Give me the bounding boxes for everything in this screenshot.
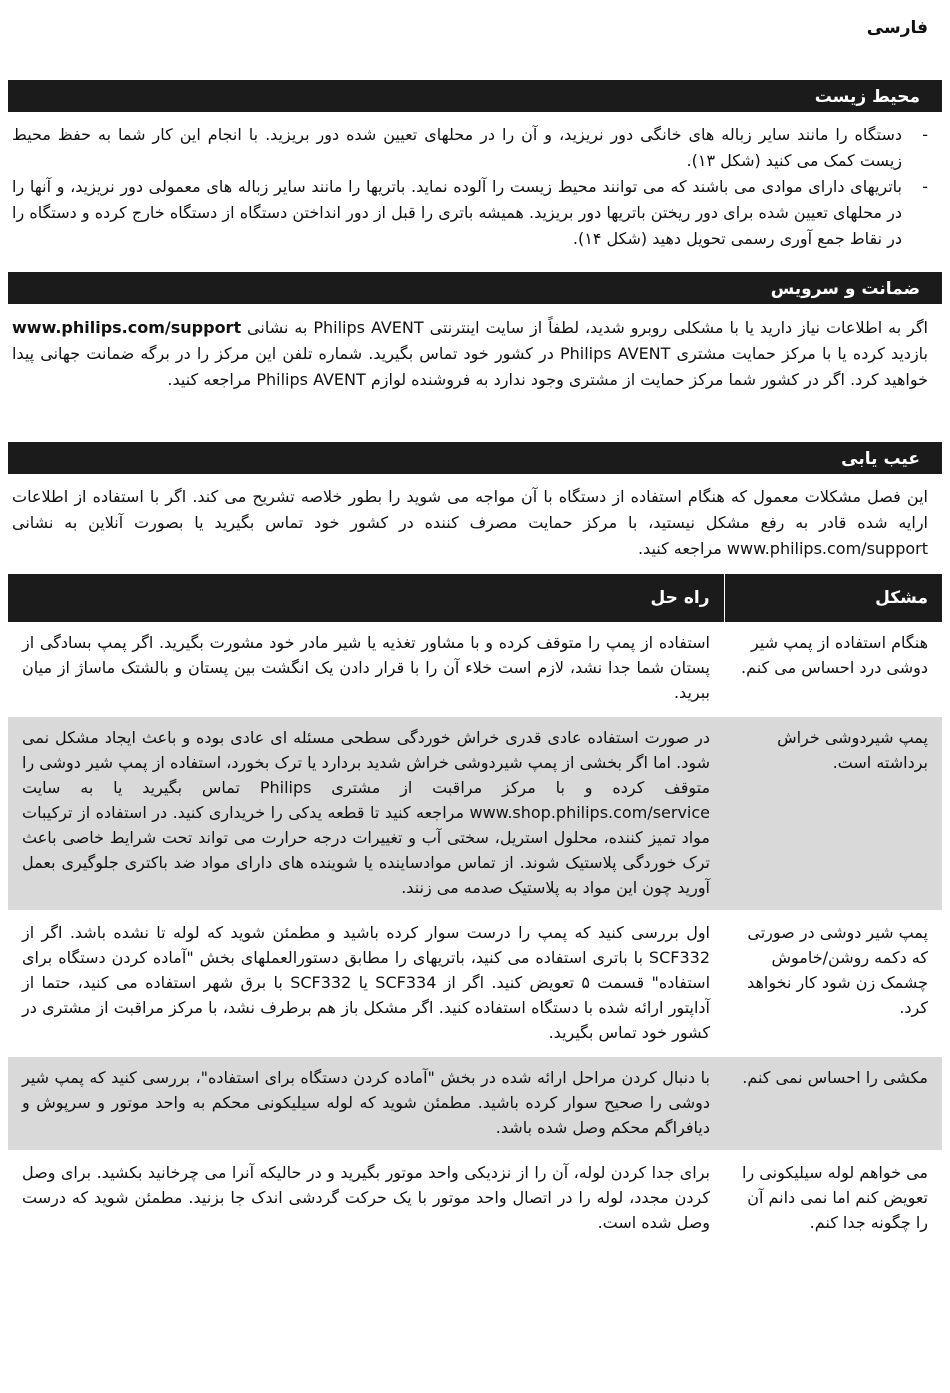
problem-column-header: مشکل [724, 574, 942, 622]
environment-title: محیط زیست [814, 87, 920, 107]
troubleshooting-section-header [8, 442, 942, 474]
table-row [8, 1056, 942, 1151]
solution-cell: با دنبال کردن مراحل ارائه شده در بخش "آماده کردن دستگاه برای استفاده"، بررسی کنید که پمپ شیر دوشی را صحیح سوار کرده باشید. مطمئن شوید که لوله سیلیکونی محکم به واحد موتور و سرپوش و دیافراگم محکم وصل شده باشد. [8, 1056, 724, 1151]
guarantee-text-after: بازدید کرده یا با مرکز حمایت مشتری Philips AVENT در کشور خود تماس بگیرید. شماره تلفن این مرکز را در برگه ضمانت جهانی پیدا خواهید کرد. اگر در کشور شما مرکز حمایت از مشتری وجود ندارد به فروشنده لوازم Philips AVENT مراجعه کنید. [12, 344, 929, 389]
guarantee-text-before: اگر به اطلاعات نیاز دارید یا با مشکلی روبرو شدید، لطفاً از سایت اینترنتی Philips AVENT به نشانی [241, 318, 929, 337]
table-row [8, 1151, 942, 1245]
troubleshooting-title: عیب یابی [841, 449, 920, 469]
guarantee-body [12, 315, 928, 393]
solution-cell: در صورت استفاده عادی قدری خراش خوردگی سطحی مسئله ای عادی بوده و باعث ایجاد مشکل نمی شود. اما اگر بخشی از پمپ شیردوشی خراش شدید بردارد یا ترک بخورد، استفاده از پمپ شیر دوشی را متوقف کرده و با مرکز مراقبت از مشتری Philips تماس بگیرید یا به سایت www.shop.philips.com/service مراجعه کنید تا قطعه یدکی را خریداری کنید. در استفاده از ترکیبات مواد تمیز کننده، محلول استریل، سختی آب و تغییرات درجه حرارت می تواند تحت شرایط خاصی باعث ترک خوردگی پلاستیک شوند. از تماس موادساینده یا شوینده های دارای مواد ضد باکتری جلوگیری بعمل آورید چون این مواد به پلاستیک صدمه می زنند. [8, 716, 724, 911]
table-row [8, 716, 942, 911]
list-item [12, 122, 928, 174]
guarantee-section-header [8, 272, 942, 304]
table-row [8, 911, 942, 1056]
table-header-row [8, 574, 942, 622]
problem-cell: می خواهم لوله سیلیکونی را تعویض کنم اما نمی دانم آن را چگونه جدا کنم. [724, 1151, 942, 1245]
problem-cell: پمپ شیر دوشی در صورتی که دکمه روشن/خاموش چشمک زن شود کار نخواهد کرد. [724, 911, 942, 1056]
environment-item-text: باتریهای دارای موادی می باشند که می توانند محیط زیست را آلوده نماید. باتریها را مانند سایر زباله های معمولی دور نریزید، و آنها را در محلهای تعیین شده برای دور ریختن باتریها دور بریزید. همیشه باتری را قبل از دور انداختن دستگاه از دستگاه خارج کرده و دستگاه را در نقاط جمع آوری رسمی تحویل دهید (شکل ۱۴). [12, 177, 902, 248]
guarantee-paragraph [12, 315, 928, 393]
solution-cell: برای جدا کردن لوله، آن را از نزدیکی واحد موتور بگیرید و در حالیکه آنرا می چرخانید بکشید. برای وصل کردن مجدد، لوله را در اتصال واحد موتور با یک حرکت گردشی اندک جا بزنید. مطمئن شوید که درست وصل شده است. [8, 1151, 724, 1245]
solution-column-header: راه حل [8, 574, 724, 622]
troubleshooting-intro-text: این فصل مشکلات معمول که هنگام استفاده از دستگاه با آن مواجه می شوید را بطور خلاصه تشریح می کند. اگر با استفاده از اطلاعات ارایه شده قادر به رفع مشکل نیستید، با مرکز حمایت مصرف کننده در کشور خود تماس بگیرید یا بصورت آنلاین به نشانی www.philips.com/support مراجعه کنید. [12, 487, 928, 558]
support-link[interactable]: www.philips.com/support [12, 318, 242, 337]
problem-cell: مکشی را احساس نمی کنم. [724, 1056, 942, 1151]
troubleshooting-table [8, 574, 942, 1245]
guarantee-title: ضمانت و سرویس [770, 279, 920, 299]
table-row [8, 622, 942, 716]
solution-cell: اول بررسی کنید که پمپ را درست سوار کرده باشید و مطمئن شوید که لوله تا نشده باشد. اگر از SCF332 با باتری استفاده می کنید، باتریهای را مطابق دستورالعملهای بخش "آماده کردن دستگاه برای استفاده" قسمت ۵ تعویض کنید. اگر از SCF334 یا SCF332 با برق شهر استفاده می کنید، حتما از آداپتور ارائه شده با دستگاه استفاده کنید. اگر مشکل باز هم برطرف نشد، با مرکز مراقبت از مشتری در کشور خود تماس بگیرید. [8, 911, 724, 1056]
problem-cell: هنگام استفاده از پمپ شیر دوشی درد احساس می کنم. [740, 633, 928, 677]
solution-cell: استفاده از پمپ را متوقف کرده و با مشاور تغذیه یا شیر مادر خود مشورت بگیرید. اگر پمپ بسادگی از پستان شما جدا نشد، لازم است خلاء آن را با قرار دادن یک انگشت بین پستان و بالشتک ماساژ از میان ببرید. [22, 633, 710, 702]
list-item [12, 174, 928, 252]
environment-section-header [8, 80, 942, 112]
environment-list [12, 122, 928, 252]
dash-bullet-icon: - [922, 177, 928, 196]
problem-cell: پمپ شیردوشی خراش برداشته است. [724, 716, 942, 911]
environment-item-text: دستگاه را مانند سایر زباله های خانگی دور نریزید، و آن را در محلهای تعیین شده دور بریزید. با انجام این کار شما به حفظ محیط زیست کمک می کنید (شکل ۱۳). [12, 125, 902, 170]
environment-body [12, 122, 928, 252]
page-language-title: فارسی [866, 18, 928, 38]
dash-bullet-icon: - [922, 125, 928, 144]
troubleshooting-intro [12, 484, 928, 562]
